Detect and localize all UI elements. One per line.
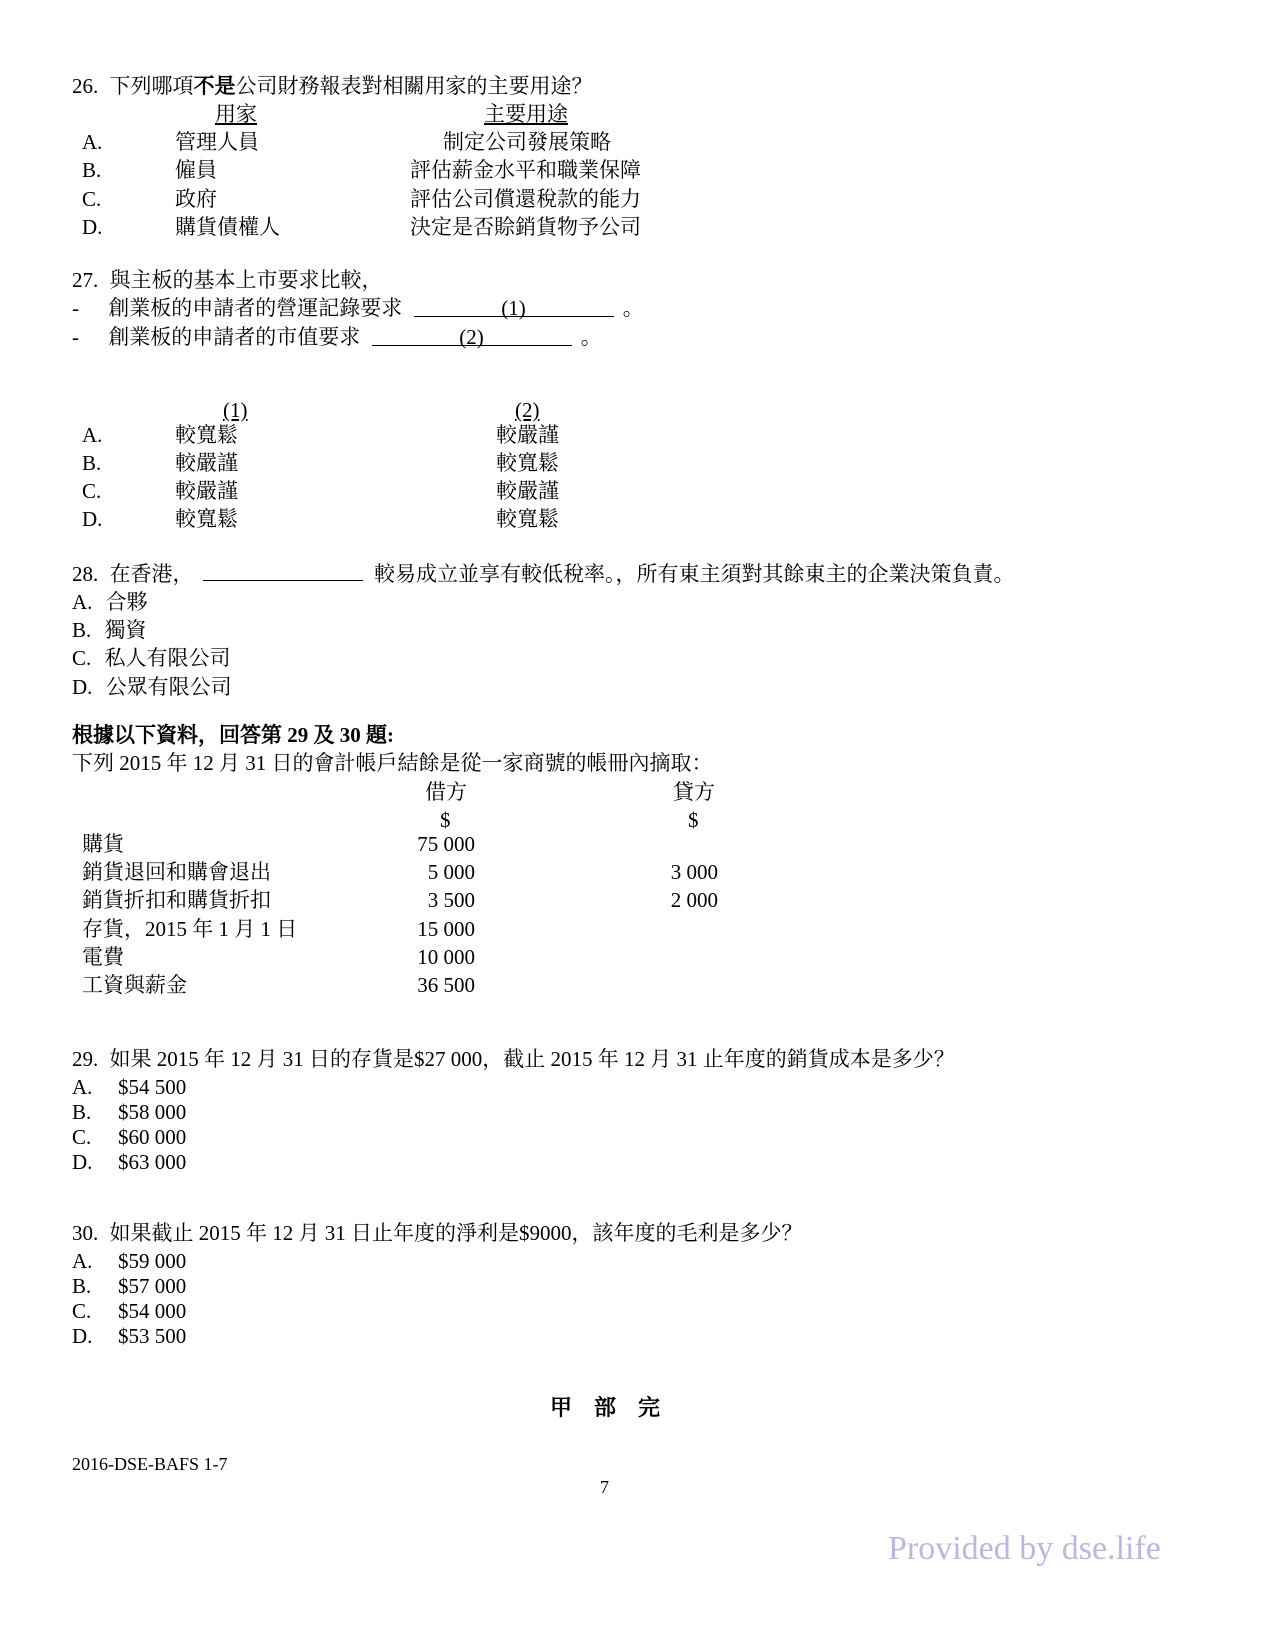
q26-option-user: 僱員: [175, 158, 217, 182]
q27-line2-text: 創業板的申請者的市值要求: [108, 325, 361, 349]
footer-code: 2016-DSE-BAFS 1-7: [72, 1454, 228, 1474]
q28-option-a: [72, 592, 148, 613]
q27-option-letter: D.: [82, 507, 103, 531]
q26-stem-pre: 下列哪項: [109, 74, 194, 98]
q27-line2-blank: (2): [372, 327, 572, 346]
q27-option-letter: B.: [82, 451, 102, 475]
q26-option-use: 評估薪金水平和職業保障: [410, 158, 641, 182]
q29-option-a: [72, 1077, 186, 1098]
q26-stem-bold: 不是: [193, 74, 236, 98]
q26-col1-header: 用家: [215, 102, 257, 126]
q30-number: 30.: [72, 1221, 99, 1245]
q30-option-letter: D.: [72, 1324, 93, 1348]
q27-line1-text: 創業板的申請者的營運記錄要求: [108, 296, 403, 320]
q29-option-b: [72, 1102, 186, 1123]
ledger-label: 銷貨折扣和購貨折扣: [82, 888, 271, 912]
credit-header: 貸方: [673, 780, 715, 804]
ledger-debit: 5 000: [427, 860, 475, 884]
q26-col2-header: 主要用途: [484, 102, 568, 126]
q27-line1: [72, 298, 644, 319]
q28-option-letter: A.: [72, 590, 93, 614]
q26-option-user: 管理人員: [175, 130, 259, 154]
q29-option-c: [72, 1127, 186, 1148]
q28-option-letter: B.: [72, 618, 92, 642]
info-intro: 下列 2015 年 12 月 31 日的會計帳戶結餘是從一家商號的帳冊內摘取：: [72, 751, 713, 775]
q26-option-use: 制定公司發展策略: [443, 130, 611, 154]
debit-header: 借方: [425, 780, 467, 804]
q28-stem-post: 較易成立並享有較低稅率。，所有東主須對其餘東主的企業決策負責。: [374, 562, 1015, 586]
q28-option-b: [72, 620, 147, 641]
q27-line2-end: 。: [580, 325, 602, 349]
q30-option-letter: C.: [72, 1299, 92, 1323]
q27-line1-end: 。: [622, 296, 644, 320]
q27-option-c1: 較寬鬆: [175, 507, 238, 531]
q27-col1-header: (1): [223, 398, 248, 422]
q26-stem-post: 公司財務報表對相關用家的主要用途？: [235, 74, 593, 98]
q27-option-c2: 較嚴謹: [496, 423, 559, 447]
q26-option-letter: C.: [82, 187, 102, 211]
q28-option-text: 合夥: [105, 590, 148, 614]
q27-option-c1: 較嚴謹: [175, 479, 238, 503]
q30-option-b: [72, 1276, 186, 1297]
ledger-debit: 10 000: [417, 945, 475, 969]
q27-stem-text: 與主板的基本上市要求比較，: [109, 268, 383, 292]
q26-option-letter: D.: [82, 215, 103, 239]
q26-option-letter: A.: [82, 130, 103, 154]
q29-option-letter: C.: [72, 1125, 92, 1149]
q30-option-a: [72, 1251, 186, 1272]
q27-option-letter: A.: [82, 423, 103, 447]
ledger-debit: 75 000: [417, 832, 475, 856]
q28-blank: [203, 564, 363, 581]
ledger-label: 銷貨退回和購會退出: [82, 860, 271, 884]
q27-option-c1: 較嚴謹: [175, 451, 238, 475]
q30-option-text: $57 000: [118, 1274, 187, 1298]
q28-option-letter: C.: [72, 646, 92, 670]
q26-option-user: 政府: [175, 187, 217, 211]
q30-option-letter: A.: [72, 1249, 93, 1273]
q28-number: 28.: [72, 562, 99, 586]
q29-option-d: [72, 1152, 186, 1173]
q28-option-text: 私人有限公司: [104, 646, 231, 670]
q28-option-letter: D.: [72, 675, 93, 699]
q28-stem: [72, 564, 1015, 585]
ledger-debit: 15 000: [417, 917, 475, 941]
q30-option-text: $54 000: [118, 1299, 187, 1323]
q27-line1-dash: -: [72, 296, 79, 320]
q28-stem-pre: 在香港，: [109, 562, 194, 586]
q29-number: 29.: [72, 1047, 99, 1071]
q30-option-text: $53 500: [118, 1324, 187, 1348]
q29-stem-text: 如果 2015 年 12 月 31 日的存貨是$27 000，截止 2015 年 12 月 31 止年度的銷貨成本是多少？: [109, 1047, 955, 1071]
ledger-credit: 3 000: [670, 860, 718, 884]
q30-stem: [72, 1223, 803, 1244]
q30-option-c: [72, 1301, 186, 1322]
debit-unit: $: [440, 808, 451, 832]
q29-option-text: $60 000: [118, 1125, 187, 1149]
q27-option-c1: 較寬鬆: [175, 423, 238, 447]
credit-unit: $: [688, 808, 699, 832]
ledger-label: 電費: [82, 945, 124, 969]
watermark: Provided by dse.life: [888, 1530, 1161, 1567]
ledger-credit: 2 000: [670, 888, 718, 912]
q28-option-c: [72, 648, 231, 669]
q30-option-letter: B.: [72, 1274, 92, 1298]
ledger-label: 購貨: [82, 832, 124, 856]
ledger-label: 工資與薪金: [82, 973, 187, 997]
q30-stem-text: 如果截止 2015 年 12 月 31 日止年度的淨利是$9000，該年度的毛利是多少？: [109, 1221, 803, 1245]
q28-option-text: 公眾有限公司: [105, 675, 232, 699]
q26-option-use: 決定是否賒銷貨物予公司: [410, 215, 641, 239]
page-number: 7: [600, 1477, 609, 1497]
q26-option-letter: B.: [82, 158, 102, 182]
q27-option-letter: C.: [82, 479, 102, 503]
section-end: 甲 部 完: [550, 1395, 661, 1420]
q27-line2-dash: -: [72, 325, 79, 349]
q26-stem: [72, 76, 593, 97]
q29-stem: [72, 1049, 955, 1070]
q30-option-d: [72, 1326, 186, 1347]
q29-option-text: $54 500: [118, 1075, 187, 1099]
ledger-debit: 3 500: [427, 888, 475, 912]
q27-option-c2: 較寬鬆: [496, 451, 559, 475]
ledger-debit: 36 500: [417, 973, 475, 997]
q27-line2: [72, 327, 602, 348]
q27-line1-blank: (1): [414, 298, 614, 317]
q29-option-text: $58 000: [118, 1100, 187, 1124]
q26-number: 26.: [72, 74, 99, 98]
q27-col2-header: (2): [515, 398, 540, 422]
q27-option-c2: 較嚴謹: [496, 479, 559, 503]
q27-option-c2: 較寬鬆: [496, 507, 559, 531]
q26-option-user: 購貨債權人: [175, 215, 280, 239]
q29-option-letter: B.: [72, 1100, 92, 1124]
q27-stem: [72, 270, 383, 291]
ledger-label: 存貨，2015 年 1 月 1 日: [82, 917, 298, 941]
q28-option-d: [72, 677, 232, 698]
info-heading: 根據以下資料，回答第 29 及 30 題:: [72, 723, 394, 747]
q27-number: 27.: [72, 268, 99, 292]
q29-option-letter: A.: [72, 1075, 93, 1099]
q28-option-text: 獨資: [104, 618, 147, 642]
q30-option-text: $59 000: [118, 1249, 187, 1273]
q26-option-use: 評估公司償還稅款的能力: [410, 187, 641, 211]
q29-option-text: $63 000: [118, 1150, 187, 1174]
q29-option-letter: D.: [72, 1150, 93, 1174]
